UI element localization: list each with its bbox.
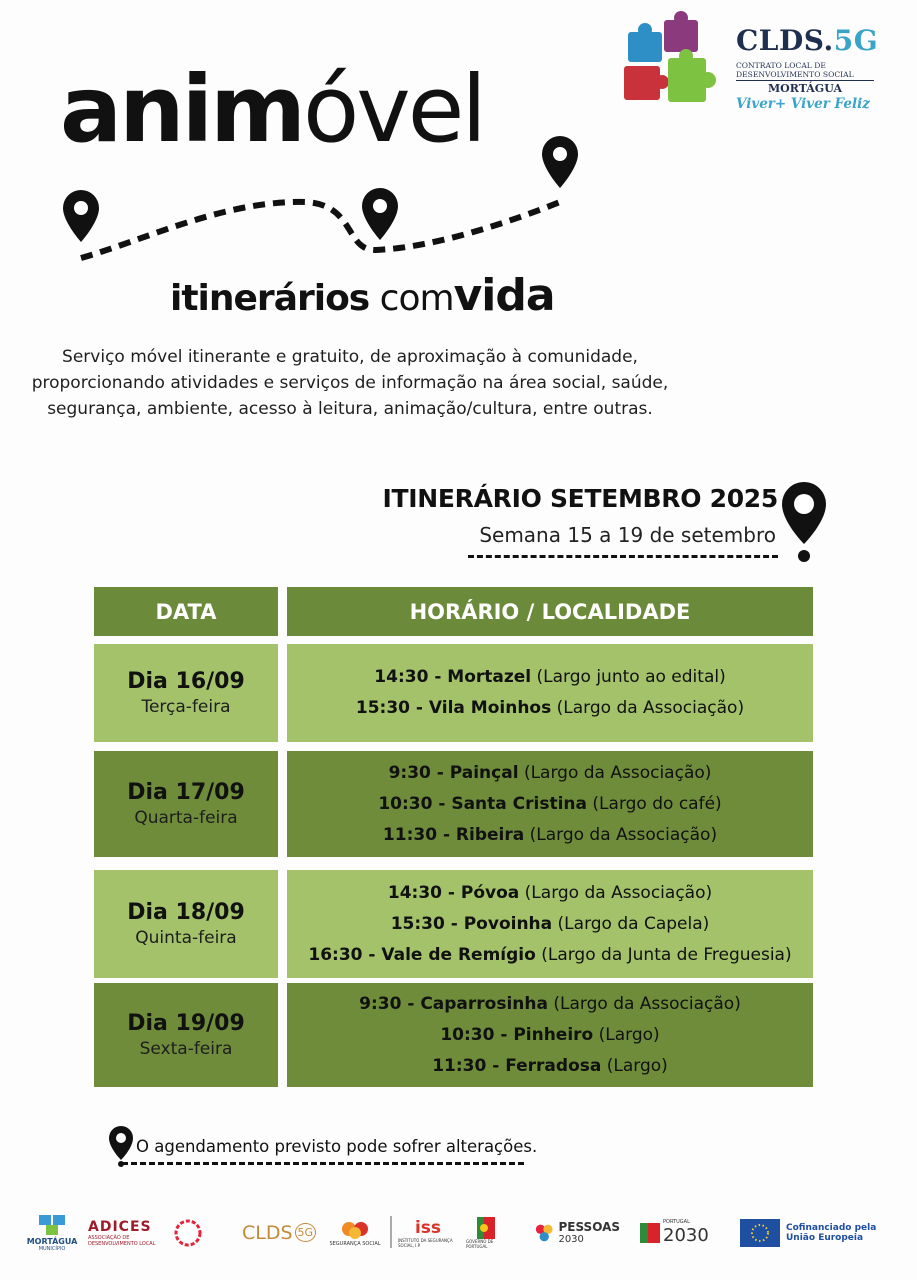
portugal-shield-icon [477, 1217, 495, 1239]
clds-subtitle: CONTRATO LOCAL DE DESENVOLVIMENTO SOCIAL [736, 61, 854, 79]
pessoas-2030-logo: PESSOAS 2030 [534, 1205, 620, 1260]
schedule-cell [287, 751, 813, 857]
mortagua-label: MORTÁGUA [26, 1237, 78, 1246]
header-schedule: HORÁRIO / LOCALIDADE [287, 587, 813, 636]
map-pin-icon [542, 136, 578, 188]
adices-label: ADICES [88, 1218, 152, 1235]
schedule-line: 11:30 - Ferradosa (Largo) [432, 1055, 668, 1076]
day-date: Dia 19/09 [127, 1011, 245, 1036]
map-pin-icon [780, 480, 828, 564]
pessoas-icon [534, 1222, 554, 1244]
dashed-divider [468, 555, 778, 558]
clds-logo [614, 10, 884, 115]
schedule-line: 9:30 - Painçal (Largo da Associação) [388, 762, 712, 783]
schedule-line: 16:30 - Vale de Remígio (Largo da Junta de Freguesia) [308, 944, 792, 965]
day-weekday: Sexta-feira [139, 1039, 233, 1059]
date-cell [94, 751, 278, 857]
day-date: Dia 18/09 [127, 900, 245, 925]
tagline: itinerários comvida [170, 270, 555, 321]
clds-place: MORTÁGUA [736, 80, 874, 95]
clds-slogan: Viver+ Viver Feliz [736, 96, 870, 112]
itinerary-title: ITINERÁRIO SETEMBRO 2025 [382, 484, 778, 513]
day-weekday: Quinta-feira [135, 928, 237, 948]
schedule-cell [287, 983, 813, 1087]
route-icon [55, 130, 595, 275]
clds-title: CLDS.5G [736, 24, 879, 57]
municipality-emblem-icon [37, 1213, 67, 1237]
adices-sub: ASSOCIAÇÃO DE DESENVOLVIMENTO LOCAL [88, 1234, 156, 1247]
eu-logo: Cofinanciado pela União Europeia [740, 1205, 878, 1260]
schedule-cell [287, 644, 813, 742]
day-date: Dia 16/09 [127, 669, 245, 694]
puzzle-icon [614, 10, 726, 114]
schedule-line: 14:30 - Mortazel (Largo junto ao edital) [374, 667, 726, 687]
mortagua-logo [24, 1205, 80, 1260]
day-weekday: Quarta-feira [134, 808, 238, 828]
schedule-line: 10:30 - Pinheiro (Largo) [440, 1024, 660, 1045]
schedule-note: O agendamento previsto pode sofrer alterações. [136, 1137, 538, 1156]
mortagua-sub: MUNICÍPIO [38, 1246, 66, 1252]
date-cell [94, 983, 278, 1087]
date-cell [94, 870, 278, 978]
day-date: Dia 17/09 [127, 780, 245, 805]
day-weekday: Terça-feira [141, 697, 231, 717]
agenda-2030-logo [174, 1205, 204, 1260]
brand-title: animóvel [60, 56, 484, 163]
governo-logo: GOVERNO DE PORTUGAL [466, 1205, 506, 1260]
seguranca-social-logo: SEGURANÇA SOCIAL [328, 1205, 382, 1260]
clds-program-logo: CLDS 5G [242, 1205, 318, 1260]
itinerary-week: Semana 15 a 19 de setembro [479, 523, 776, 547]
schedule-line: 10:30 - Santa Cristina (Largo do café) [378, 793, 722, 814]
map-pin-icon [63, 190, 99, 242]
adices-logo [88, 1205, 173, 1260]
iss-logo: iss INSTITUTO DA SEGURANÇA SOCIAL, I.P. [398, 1217, 453, 1248]
schedule-line: 11:30 - Ribeira (Largo da Associação) [382, 824, 718, 845]
schedule-line: 9:30 - Caparrosinha (Largo da Associação) [359, 993, 741, 1014]
date-cell [94, 644, 278, 742]
schedule-line: 15:30 - Vila Moinhos (Largo da Associação) [355, 698, 745, 718]
portugal-2030-logo: PORTUGAL 2030 [640, 1205, 720, 1260]
schedule-line: 15:30 - Povoinha (Largo da Capela) [390, 913, 710, 934]
flower-icon [338, 1219, 372, 1241]
schedule-cell [287, 870, 813, 978]
portugal-flag-icon [640, 1221, 660, 1245]
header-date: DATA [94, 587, 278, 636]
map-pin-icon [362, 188, 398, 240]
schedule-line: 14:30 - Póvoa (Largo da Associação) [387, 882, 713, 903]
sdg-wheel-icon [174, 1219, 202, 1247]
eu-flag-icon [740, 1219, 780, 1247]
logo-divider [390, 1216, 392, 1248]
dashed-divider [122, 1162, 524, 1165]
intro-text: Serviço móvel itinerante e gratuito, de aproximação à comunidade, proporcionando atividades e serviços de informação na área social, saúde, segurança, ambiente, acesso à leitura, animação/cultura, entre outras. [31, 347, 669, 419]
